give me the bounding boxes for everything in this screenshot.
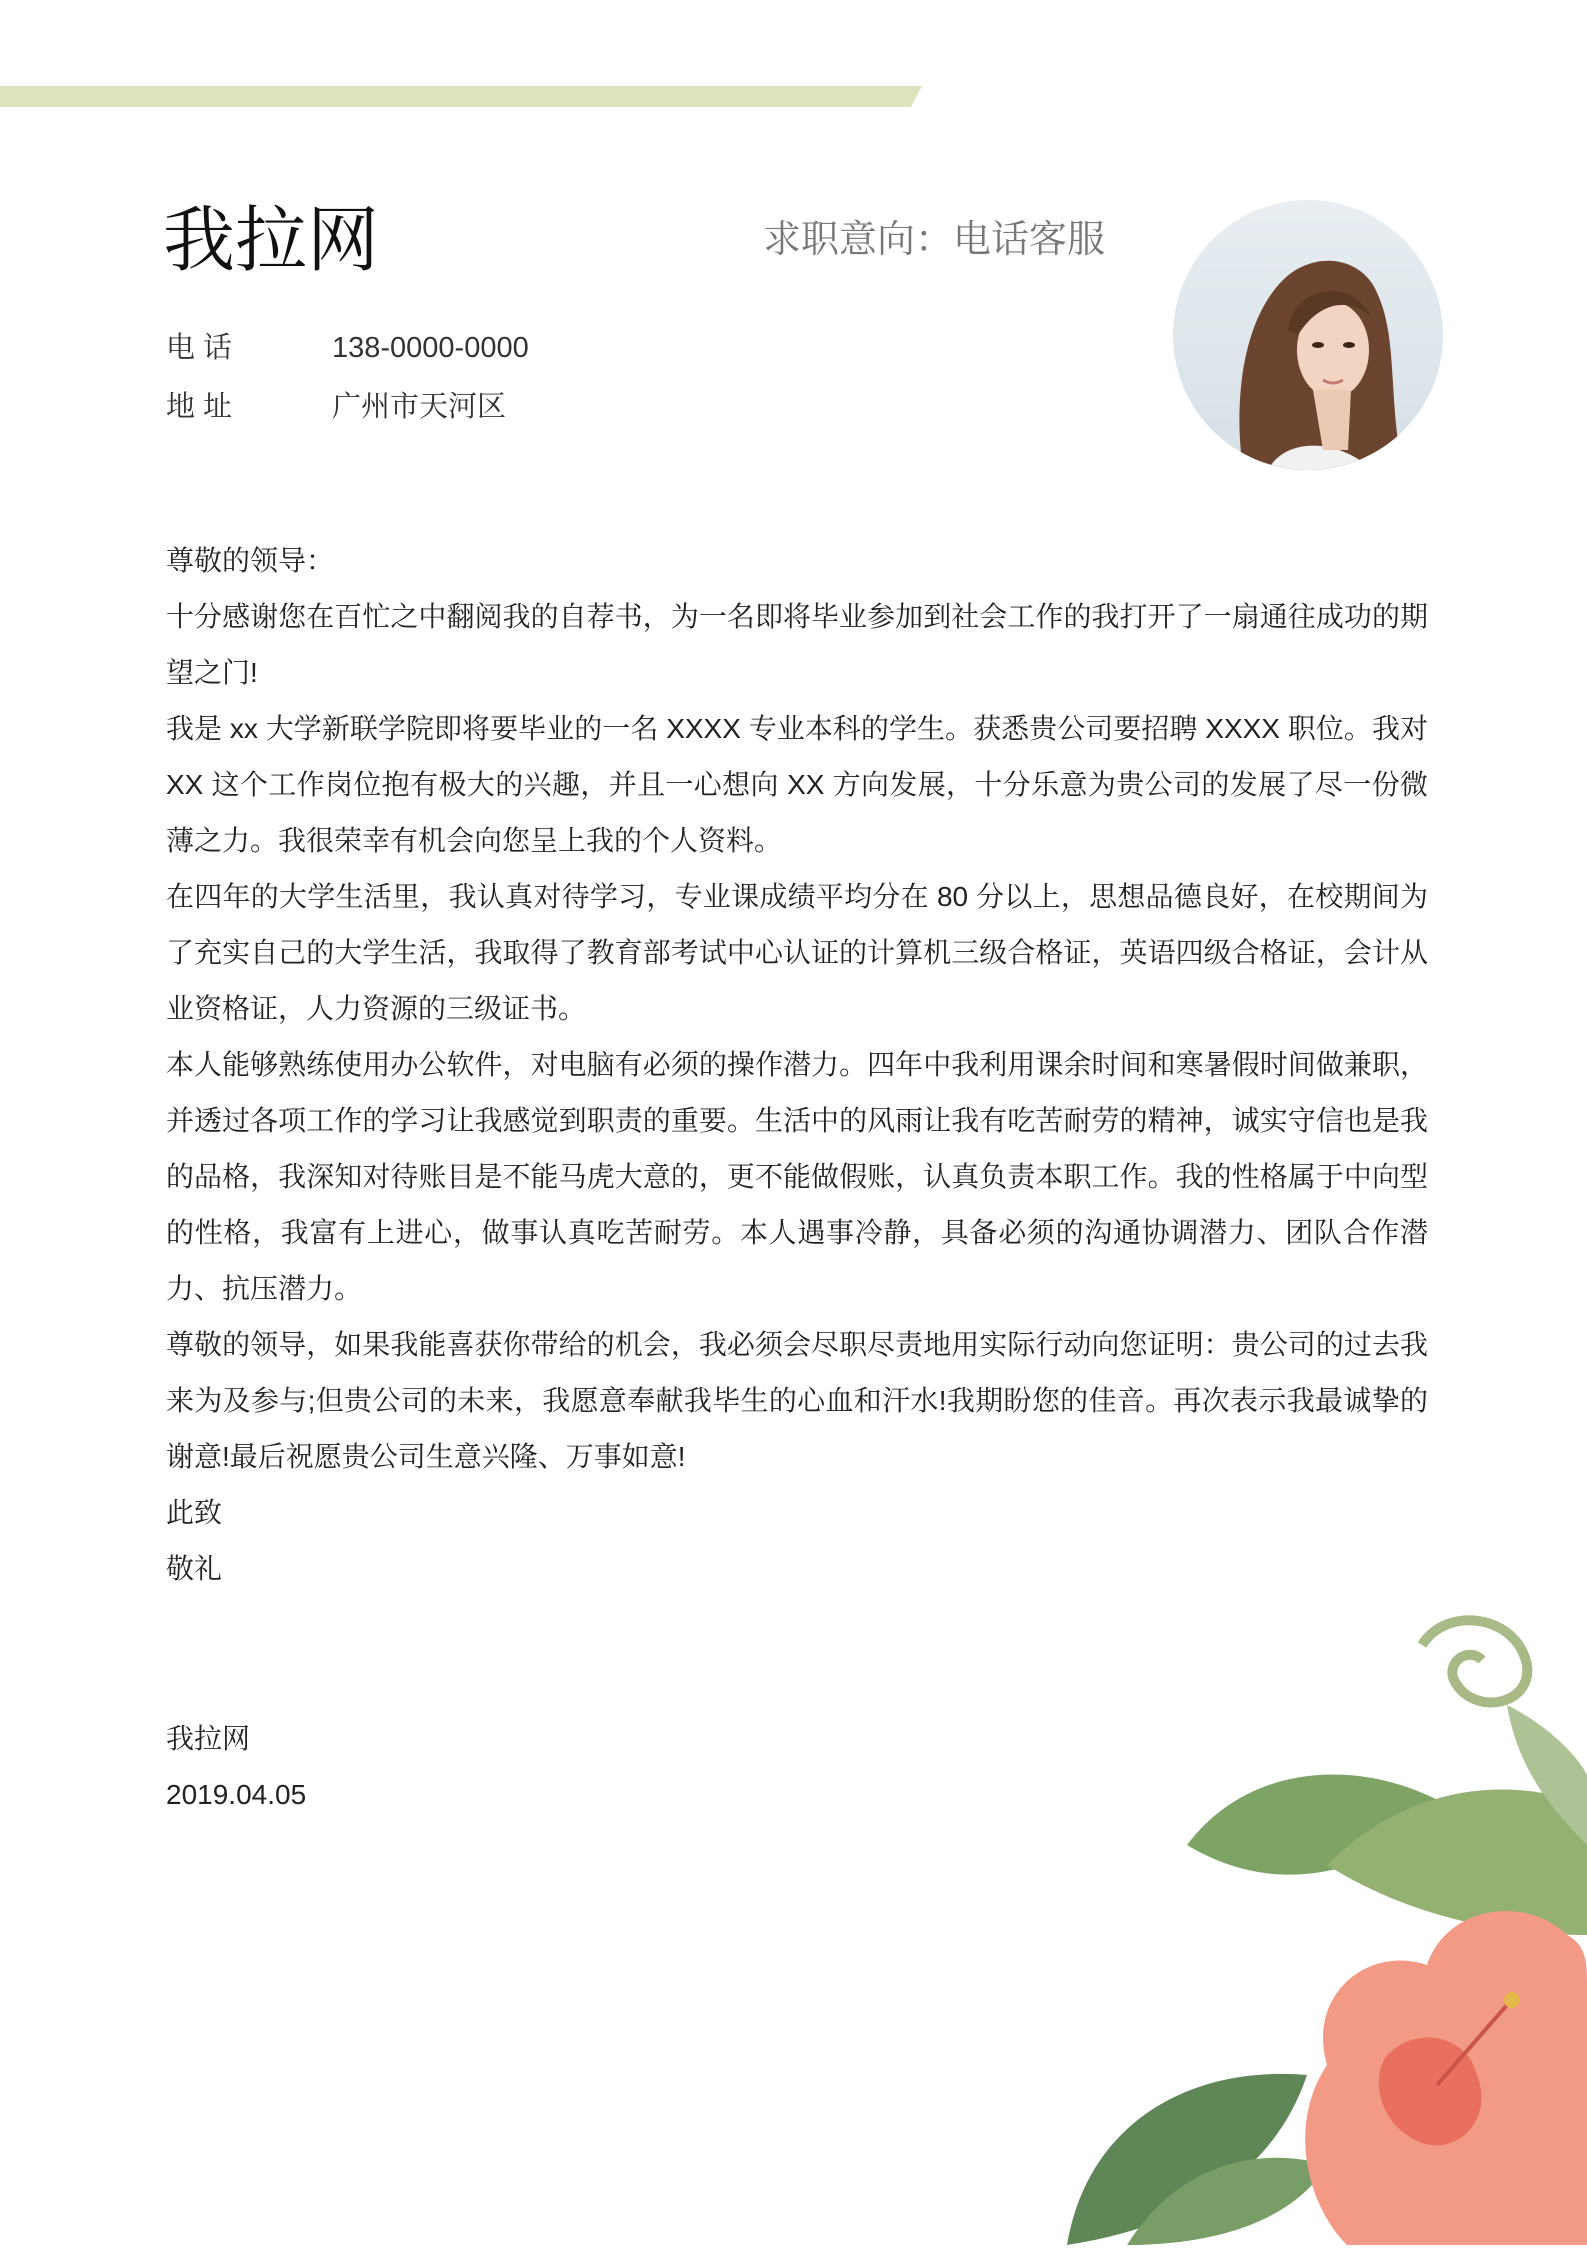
address-row [166, 387, 506, 427]
letter-date: 2019.04.05 [166, 1779, 307, 1810]
applicant-name: 我拉网 [163, 201, 380, 281]
phone-row [166, 328, 529, 368]
letter-paragraph: 本人能够熟练使用办公软件，对电脑有必须的操作潜力。四年中我利用课余时间和寒暑假时间做兼职，并透过各项工作的学习让我感觉到职责的重要。生活中的风雨让我有吃苦耐劳的精神，诚实守信也是我的品格，我深知对待账目是不能马虎大意的，更不能做假账，认真负责本职工作。我的性格属于中向型的性格，我富有上进心，做事认真吃苦耐劳。本人遇事冷静，具备必须的沟通协调潜力、团队合作潜力、抗压潜力。 [166, 1049, 1428, 1304]
letter-paragraph: 尊敬的领导，如果我能喜获你带给的机会，我必须会尽职尽责地用实际行动向您证明：贵公司的过去我来为及参与;但贵公司的未来，我愿意奉献我毕生的心血和汗水!我期盼您的佳音。再次表示我最诚挚的谢意!最后祝愿贵公司生意兴隆、万事如意! [166, 1329, 1428, 1472]
closing-line-1: 此致 [166, 1497, 223, 1528]
job-intent: 求职意向：电话客服 [763, 219, 1106, 261]
profile-photo [1173, 200, 1443, 470]
accent-bar [0, 86, 922, 107]
address-label: 地 址 [166, 391, 233, 423]
letter-paragraph: 我是 xx 大学新联学院即将要毕业的一名 XXXX 专业本科的学生。获悉贵公司要招聘 XXXX 职位。我对 XX 这个工作岗位抱有极大的兴趣，并且一心想向 XX 方向发展，十分乐意为贵公司的发展了尽一份微薄之力。我很荣幸有机会向您呈上我的个人资料。 [166, 713, 1428, 856]
letter-paragraph: 在四年的大学生活里，我认真对待学习，专业课成绩平均分在 80 分以上，思想品德良好，在校期间为了充实自己的大学生活，我取得了教育部考试中心认证的计算机三级合格证，英语四级合格证，会计从业资格证，人力资源的三级证书。 [166, 881, 1428, 1024]
letter-paragraph: 十分感谢您在百忙之中翻阅我的自荐书，为一名即将毕业参加到社会工作的我打开了一扇通往成功的期望之门! [166, 601, 1428, 688]
letter-greeting: 尊敬的领导： [166, 545, 335, 576]
signature: 我拉网 [166, 1723, 251, 1754]
closing-line-2: 敬礼 [166, 1553, 223, 1584]
address-value: 广州市天河区 [332, 391, 507, 423]
phone-label: 电 话 [166, 332, 233, 364]
letter-body [166, 533, 1428, 1597]
phone-value: 138-0000-0000 [332, 332, 529, 364]
floral-decoration [1027, 1605, 1587, 2245]
